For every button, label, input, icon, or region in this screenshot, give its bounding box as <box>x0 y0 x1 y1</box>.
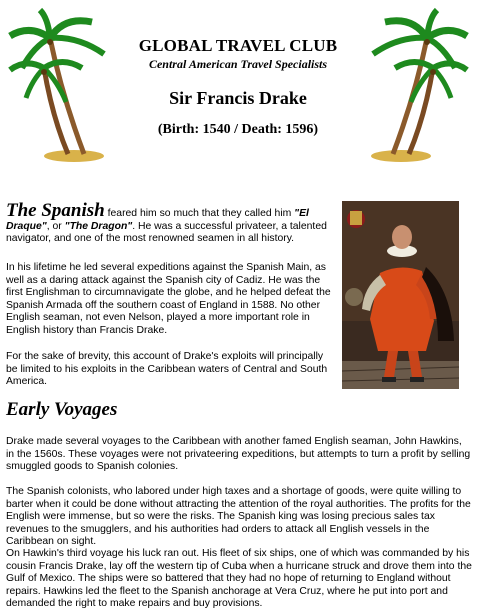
lead-phrase: The Spanish <box>6 200 105 221</box>
club-tagline: Central American Travel Specialists <box>148 57 328 71</box>
club-name: GLOBAL TRAVEL CLUB <box>138 36 338 55</box>
birth-death-dates: (Birth: 1540 / Death: 1596) <box>157 122 319 137</box>
intro-paragraph <box>6 200 331 246</box>
palm-tree-right-icon <box>355 6 473 164</box>
intro-text-e: . He was a successful privateer, a talented navigator, and one of the most renowned seamen in all history. <box>6 220 327 245</box>
page-title: Sir Francis Drake <box>169 88 307 108</box>
intro-text-a: feared him so much that they called him <box>104 208 295 219</box>
drake-portrait-image <box>342 201 459 389</box>
page-header <box>0 0 477 170</box>
intro-paragraph-2: In his lifetime he led several expeditions against the Spanish Main, as well as a daring attack against the Spanish city of Cadiz. He was the first Englishman to circumnavigate the globe, and he helped defeat the Spanish Armada off the southern coast of England in 1588. No other English seaman, not even Nelson, played a more important role in English history than Francis Drake. <box>6 262 331 336</box>
intro-text-c: , or <box>46 220 65 232</box>
early-paragraph-3: On Hawkin's third voyage his luck ran out. His fleet of six ships, one of which was commanded by his cousin Francis Drake, lay off the western tip of Cuba when a hurricane struck and drove them into the Gulf of Mexico. The ships were so battered that they had no hope of returning to England without repairs. Hawkins led the fleet to the Spanish anchorage at Vera Cruz, where he put into port and demanded the right to make repairs and buy provisions. <box>6 548 472 610</box>
early-paragraph-1: Drake made several voyages to the Caribbean with another famed English seaman, John Hawkins, in the 1560s. These voyages were not privateering expeditions, but attempts to turn a profit by selling smuggled goods to Spanish colonies. <box>6 436 471 473</box>
nickname-el-draque: "El Draque" <box>6 208 309 232</box>
nickname-dragon: "The Dragon" <box>64 220 133 232</box>
palm-tree-left-icon <box>4 6 122 164</box>
intro-paragraph-3: For the sake of brevity, this account of Drake's exploits will principally be limited to his exploits in the Caribbean waters of Central and South America. <box>6 351 328 388</box>
section-heading-early-voyages: Early Voyages <box>6 399 118 420</box>
early-paragraph-2: The Spanish colonists, who labored under high taxes and a shortage of goods, were quite willing to barter when it could be done without attracting the attention of the royal authorities. The profits for the English were immense, but so were the risks. The Spanish king was losing precious sales tax revenues to the smugglers, and his authorities had orders to attack all English vessels in the Caribbean on sight. <box>6 486 471 548</box>
